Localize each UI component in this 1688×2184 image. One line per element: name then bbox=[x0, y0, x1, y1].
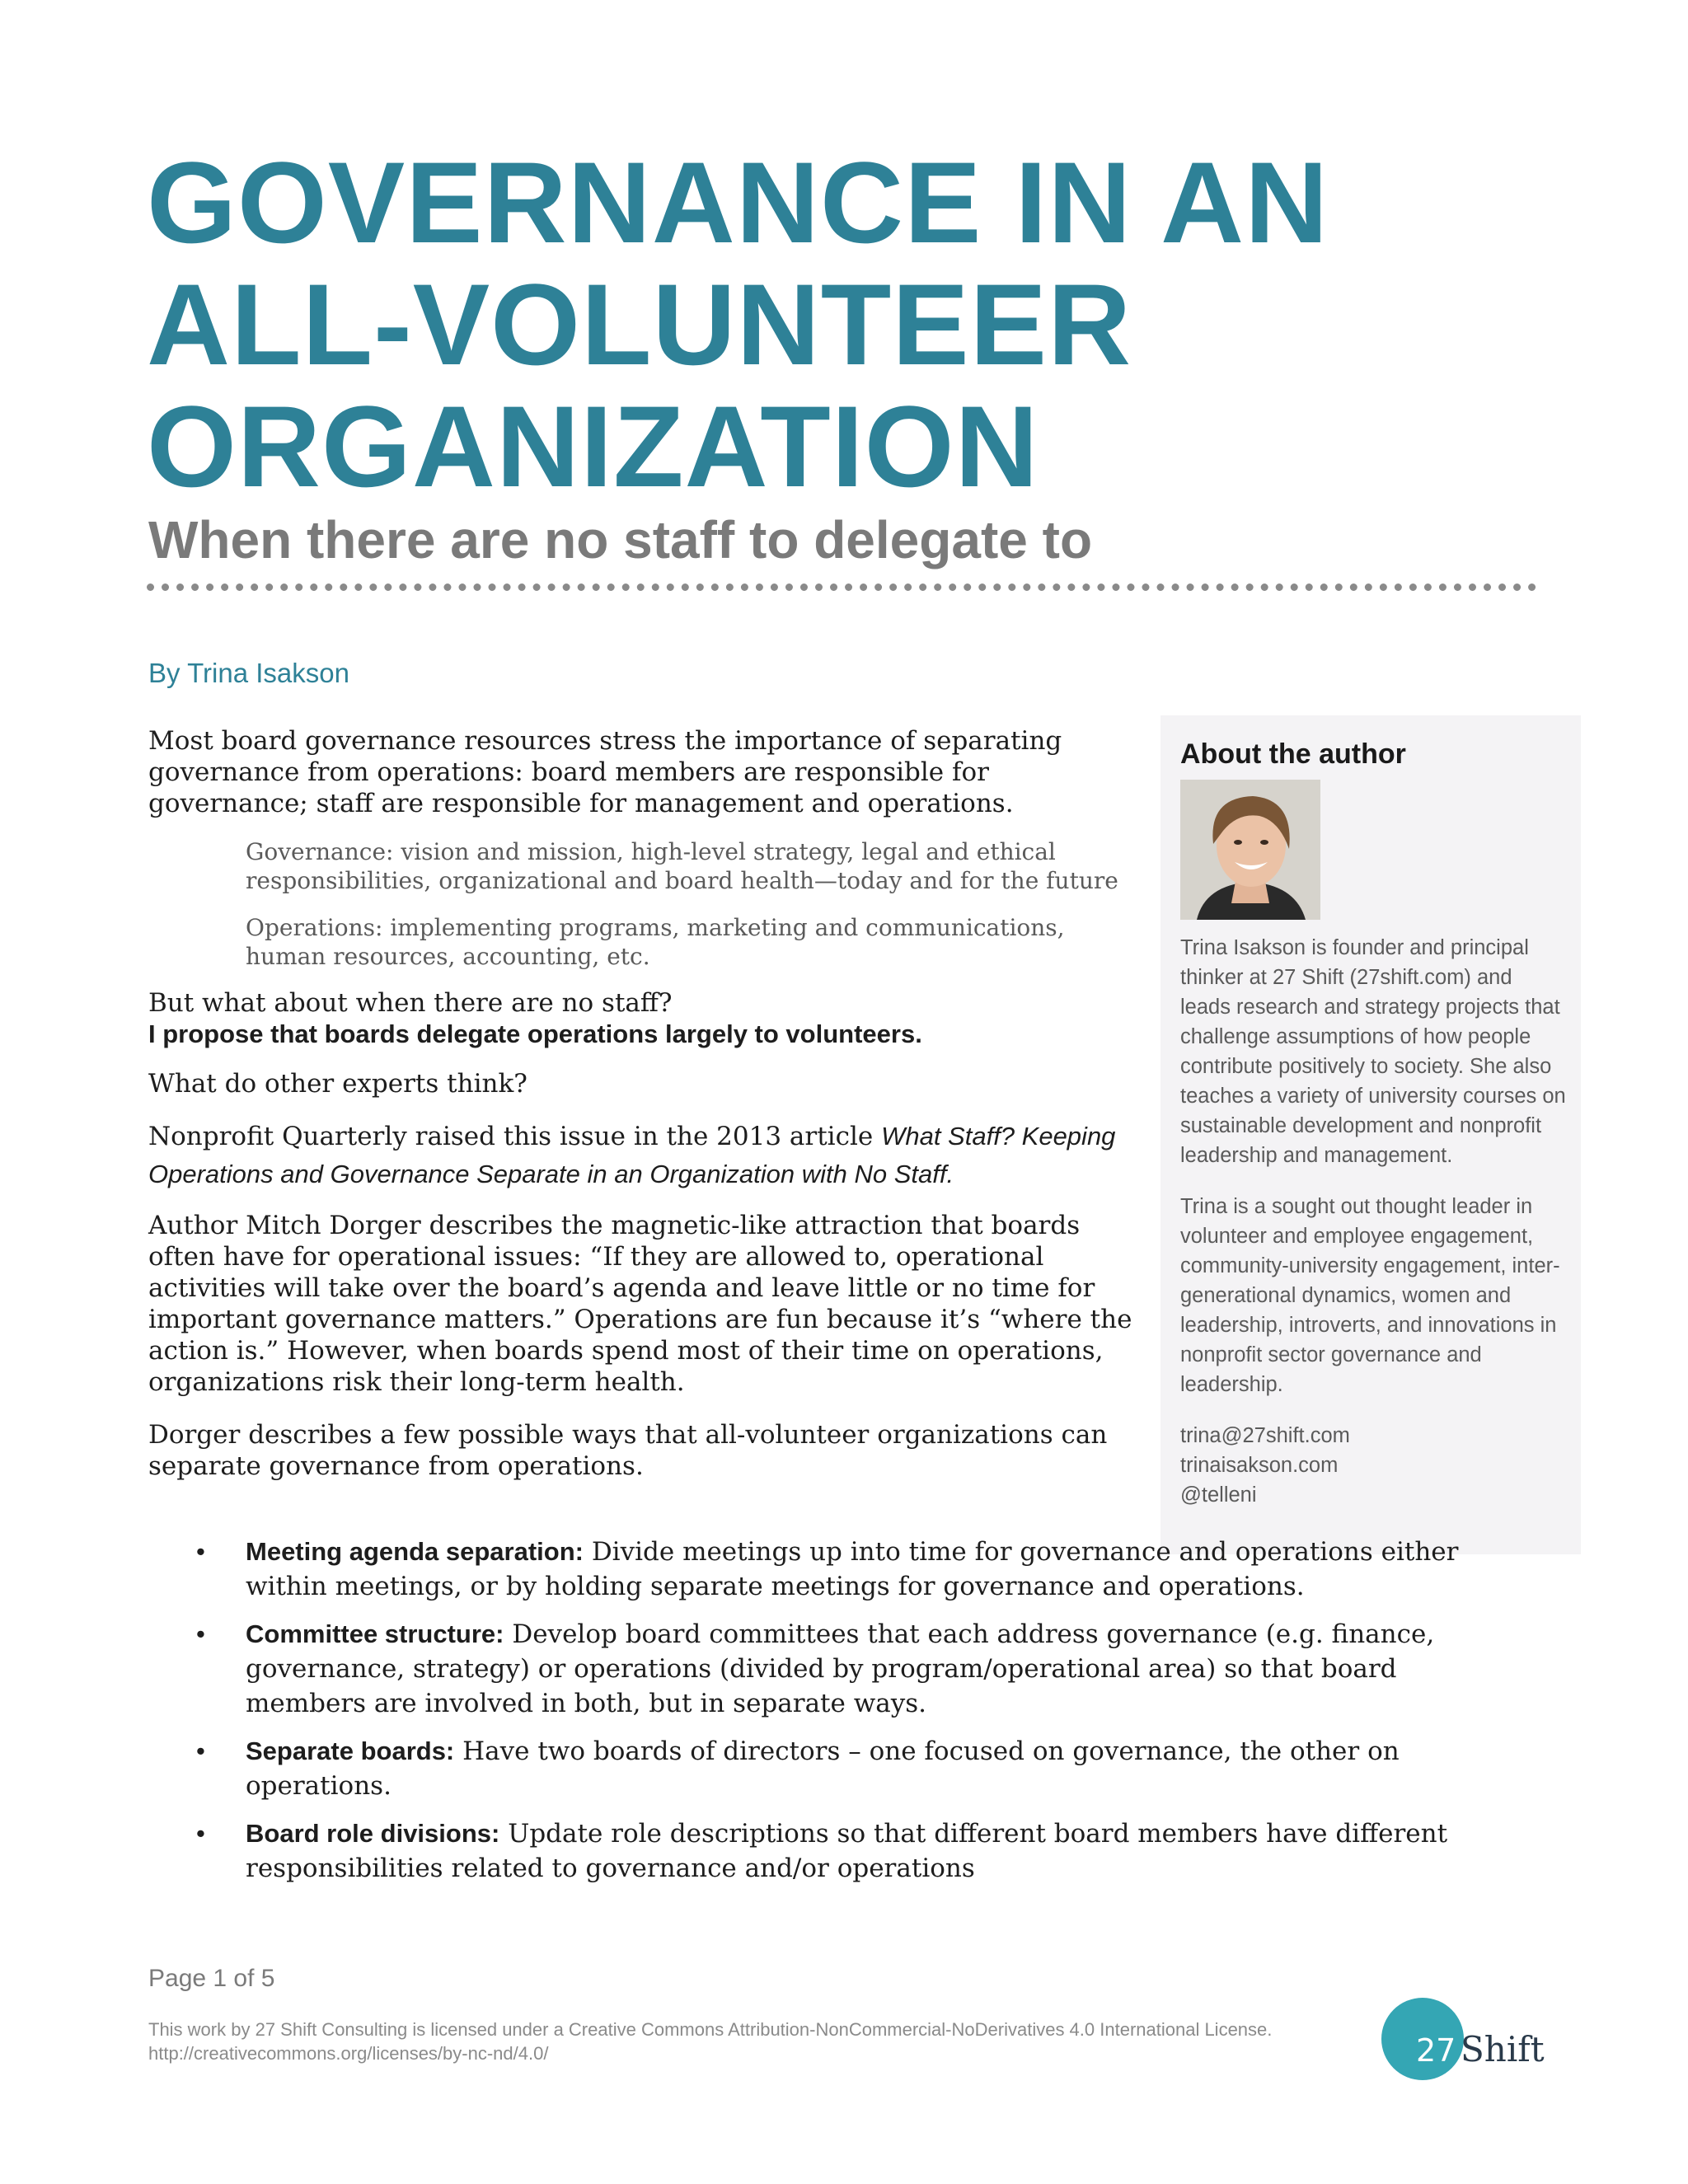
author-email-link[interactable]: trina@27shift.com bbox=[1180, 1424, 1350, 1447]
document-title bbox=[147, 138, 1548, 511]
author-bio-2: Trina is a sought out thought leader in volunteer and employee engagement, community-university engagement, inter-generational dynamics, women and leadership, introverts, and innovations in nonprofit sector governance and leadership. bbox=[1180, 1195, 1560, 1396]
author-social-handle[interactable]: @telleni bbox=[1180, 1483, 1257, 1507]
dotted-divider bbox=[147, 583, 1536, 591]
question-paragraph: But what about when there are no staff? bbox=[148, 988, 673, 1018]
author-sidebar bbox=[1160, 715, 1581, 1554]
list-item-text: Have two boards of directors – one focused on governance, the other on operations. bbox=[246, 1736, 1400, 1801]
sidebar-body bbox=[1180, 933, 1568, 1510]
document-subtitle: When there are no staff to delegate to bbox=[148, 510, 1093, 569]
ways-intro-paragraph: Dorger describes a few possible ways that all-volunteer organizations can separate governance from operations. bbox=[148, 1420, 1108, 1481]
sidebar-heading: About the author bbox=[1180, 738, 1406, 770]
governance-definition: Governance: vision and mission, high-level strategy, legal and ethical responsibilities, organizational and board health—today and for the future bbox=[246, 838, 1118, 894]
title-line-2: ALL-VOLUNTEER bbox=[147, 260, 1132, 389]
author-photo bbox=[1180, 780, 1320, 920]
author-contact bbox=[1180, 1421, 1568, 1510]
npq-paragraph bbox=[148, 1118, 1137, 1193]
list-item-text: Update role descriptions so that different board members have different responsibilities related to governance and/or operations bbox=[246, 1819, 1448, 1883]
list-item bbox=[148, 1535, 1484, 1604]
license-url-link[interactable]: http://creativecommons.org/licenses/by-nc-nd/4.0/ bbox=[148, 2043, 549, 2064]
list-item-text: Divide meetings up into time for governance and operations either within meetings, or by holding separate meetings for governance and operations. bbox=[246, 1537, 1459, 1601]
author-website-link[interactable]: trinaisakson.com bbox=[1180, 1454, 1339, 1477]
list-item-text: Develop board committees that each address governance (e.g. finance, governance, strategy) or operations (divided by program/operational area) so that board members are involved in both, but in separate ways. bbox=[246, 1619, 1435, 1718]
logo-wordmark: Shift bbox=[1461, 2029, 1545, 2069]
list-item-label: Board role divisions: bbox=[246, 1819, 500, 1848]
operations-definition: Operations: implementing programs, marketing and communications, human resources, accounting, etc. bbox=[246, 914, 1065, 970]
experts-question: What do other experts think? bbox=[148, 1069, 528, 1099]
list-item bbox=[148, 1816, 1484, 1886]
npq-lead-text: Nonprofit Quarterly raised this issue in the 2013 article bbox=[148, 1122, 882, 1151]
list-item bbox=[148, 1734, 1484, 1803]
bullet-icon: • bbox=[196, 1736, 205, 1765]
bullet-icon: • bbox=[196, 1537, 205, 1566]
bullet-icon: • bbox=[196, 1819, 205, 1848]
license-text: This work by 27 Shift Consulting is licensed under a Creative Commons Attribution-NonCommercial-NoDerivatives 4.0 International License. bbox=[148, 2019, 1273, 2040]
separation-methods-list bbox=[148, 1535, 1484, 1899]
title-line-3: ORGANIZATION bbox=[147, 382, 1039, 511]
title-line-1: GOVERNANCE IN AN bbox=[147, 138, 1329, 267]
author-portrait-image bbox=[1180, 780, 1320, 920]
list-item-label: Separate boards: bbox=[246, 1736, 455, 1765]
author-bio-1: Trina Isakson is founder and principal thinker at 27 Shift (27shift.com) and leads research and strategy projects that challenge assumptions of how people contribute positively to society. She also teaches a variety of university courses on sustainable development and nonprofit leadership and management. bbox=[1180, 936, 1566, 1167]
list-item bbox=[148, 1617, 1484, 1721]
byline: By Trina Isakson bbox=[148, 658, 349, 688]
dorger-paragraph: Author Mitch Dorger describes the magnetic-like attraction that boards often have for operational issues: “If they are allowed to, operational activities will take over the board’s agenda and leave little or no time for important governance matters.” Operations are fun because it’s “where the action is.” However, when boards spend most of their time on operations, organizations risk their long-term health. bbox=[148, 1211, 1132, 1397]
27shift-logo bbox=[1381, 1998, 1546, 2088]
main-content bbox=[148, 725, 1137, 1482]
license-notice bbox=[148, 2018, 1418, 2065]
list-item-label: Meeting agenda separation: bbox=[246, 1537, 584, 1566]
list-item-label: Committee structure: bbox=[246, 1619, 504, 1648]
logo-number: 27 bbox=[1416, 2032, 1456, 2069]
intro-paragraph: Most board governance resources stress the importance of separating governance from operations: board members are responsible for governance; staff are responsible for management and operations. bbox=[148, 726, 1062, 818]
page-number: Page 1 of 5 bbox=[148, 1965, 275, 1992]
article-title: What Staff? Keeping Operations and Governance Separate in an Organization with No Staff. bbox=[148, 1122, 1116, 1188]
bullet-icon: • bbox=[196, 1619, 205, 1648]
proposal-statement: I propose that boards delegate operations largely to volunteers. bbox=[148, 1019, 922, 1048]
